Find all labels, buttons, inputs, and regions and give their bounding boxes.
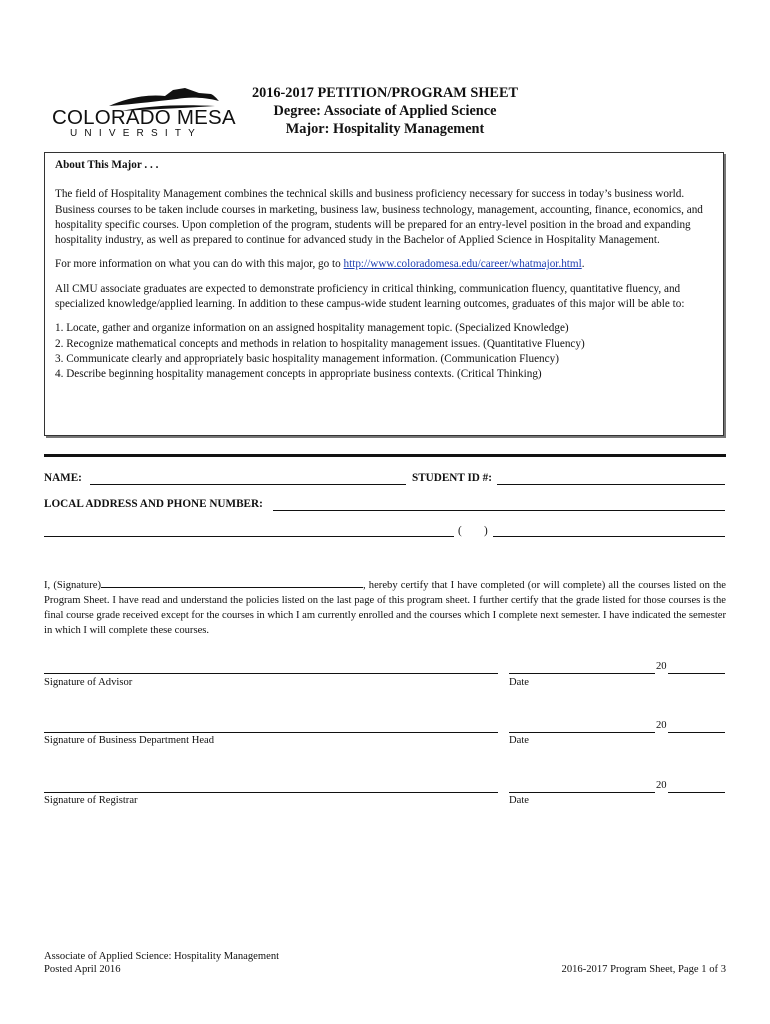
university-logo xyxy=(52,84,236,140)
advisor-year-field[interactable] xyxy=(668,673,725,674)
certification-statement xyxy=(44,576,726,638)
address-field[interactable] xyxy=(273,510,725,511)
registrar-date-field[interactable] xyxy=(509,792,655,793)
student-id-field[interactable] xyxy=(497,484,725,485)
logo-subtitle: UNIVERSITY xyxy=(70,128,203,139)
footer-posted-date: Posted April 2016 xyxy=(44,964,121,975)
address-field-line2[interactable] xyxy=(44,536,454,537)
outcomes-intro: All CMU associate graduates are expected to demonstrate proficiency in critical thinking, communication fluency, quantitative fluency, and specialized knowledge/applied learning. In addition to these campus-wide student learning outcomes, graduates of this major will be able to: xyxy=(55,282,685,311)
more-info-paragraph xyxy=(55,257,713,272)
header-major: Major: Hospitality Management xyxy=(285,121,485,137)
student-id-label: STUDENT ID #: xyxy=(412,472,492,484)
footer-page-number: 2016-2017 Program Sheet, Page 1 of 3 xyxy=(561,964,726,975)
more-info-suffix: . xyxy=(581,258,585,271)
name-field[interactable] xyxy=(90,484,406,485)
phone-paren-close: ) xyxy=(484,525,488,537)
advisor-date-label: Date xyxy=(509,677,529,688)
footer-program-info xyxy=(44,950,279,976)
outcomes-list xyxy=(55,321,713,382)
outcome-item: 3. Communicate clearly and appropriately basic hospitality management information. (Communication Fluency) xyxy=(55,352,559,365)
dept-head-signature-field[interactable] xyxy=(44,732,498,733)
advisor-signature-label: Signature of Advisor xyxy=(44,677,133,688)
footer-program-name: Associate of Applied Science: Hospitality Management xyxy=(44,951,280,962)
name-label: NAME: xyxy=(44,472,82,484)
logo-name: COLORADO MESA xyxy=(52,106,236,129)
page-header xyxy=(226,84,544,138)
more-info-text: For more information on what you can do with this major, go to xyxy=(55,258,344,271)
registrar-signature-field[interactable] xyxy=(44,792,498,793)
registrar-year-field[interactable] xyxy=(668,792,725,793)
dept-head-year-prefix: 20 xyxy=(656,720,667,731)
dept-head-date-label: Date xyxy=(509,735,529,746)
advisor-date-field[interactable] xyxy=(509,673,655,674)
outcome-item: 2. Recognize mathematical concepts and methods in relation to hospitality management issues. (Quantitative Fluency) xyxy=(55,337,585,350)
certification-text: , hereby certify that I have completed (or will complete) all the courses listed on the Program Sheet. I have read and understand the policies listed on the last page of this program sheet. I further certify that the grade listed for those courses is the final course grade received except for the courses in which I am currently enrolled and the courses which I complete next semester. I have indicated the semester in which I will complete these courses. xyxy=(44,580,726,636)
about-major-box xyxy=(44,152,724,436)
phone-field[interactable] xyxy=(493,536,725,537)
section-divider xyxy=(44,454,726,457)
about-title: About This Major . . . xyxy=(55,159,159,171)
certification-prefix: I, (Signature) xyxy=(44,580,101,591)
advisor-signature-field[interactable] xyxy=(44,673,498,674)
phone-paren-open: ( xyxy=(458,525,462,537)
outcome-item: 4. Describe beginning hospitality management concepts in appropriate business contexts. (Critical Thinking) xyxy=(55,368,542,381)
dept-head-date-field[interactable] xyxy=(509,732,655,733)
header-title: 2016-2017 PETITION/PROGRAM SHEET xyxy=(251,85,519,101)
registrar-signature-label: Signature of Registrar xyxy=(44,795,138,806)
dept-head-year-field[interactable] xyxy=(668,732,725,733)
outcome-item: 1. Locate, gather and organize information on an assigned hospitality management topic. (Specialized Knowledge) xyxy=(55,322,569,335)
advisor-year-prefix: 20 xyxy=(656,661,667,672)
address-label: LOCAL ADDRESS AND PHONE NUMBER: xyxy=(44,498,263,510)
registrar-year-prefix: 20 xyxy=(656,780,667,791)
dept-head-signature-label: Signature of Business Department Head xyxy=(44,735,215,746)
header-degree: Degree: Associate of Applied Science xyxy=(273,103,497,119)
registrar-date-label: Date xyxy=(509,795,529,806)
about-description: The field of Hospitality Management combines the technical skills and business proficiency necessary for success in today’s business world. Business courses to be taken include courses in marketing, business law, business technology, management, accounting, finance, economics, and hospitality specific courses. Upon completion of the program, students will be prepared for an entry-level position in the broad and expanding hospitality industry, as well as prepared to continue for advanced study in the Bachelor of Applied Science in Hospitality Management. xyxy=(55,188,703,247)
career-link[interactable]: http://www.coloradomesa.edu/career/whatmajor.html xyxy=(343,258,582,271)
student-signature-field[interactable] xyxy=(101,576,363,588)
